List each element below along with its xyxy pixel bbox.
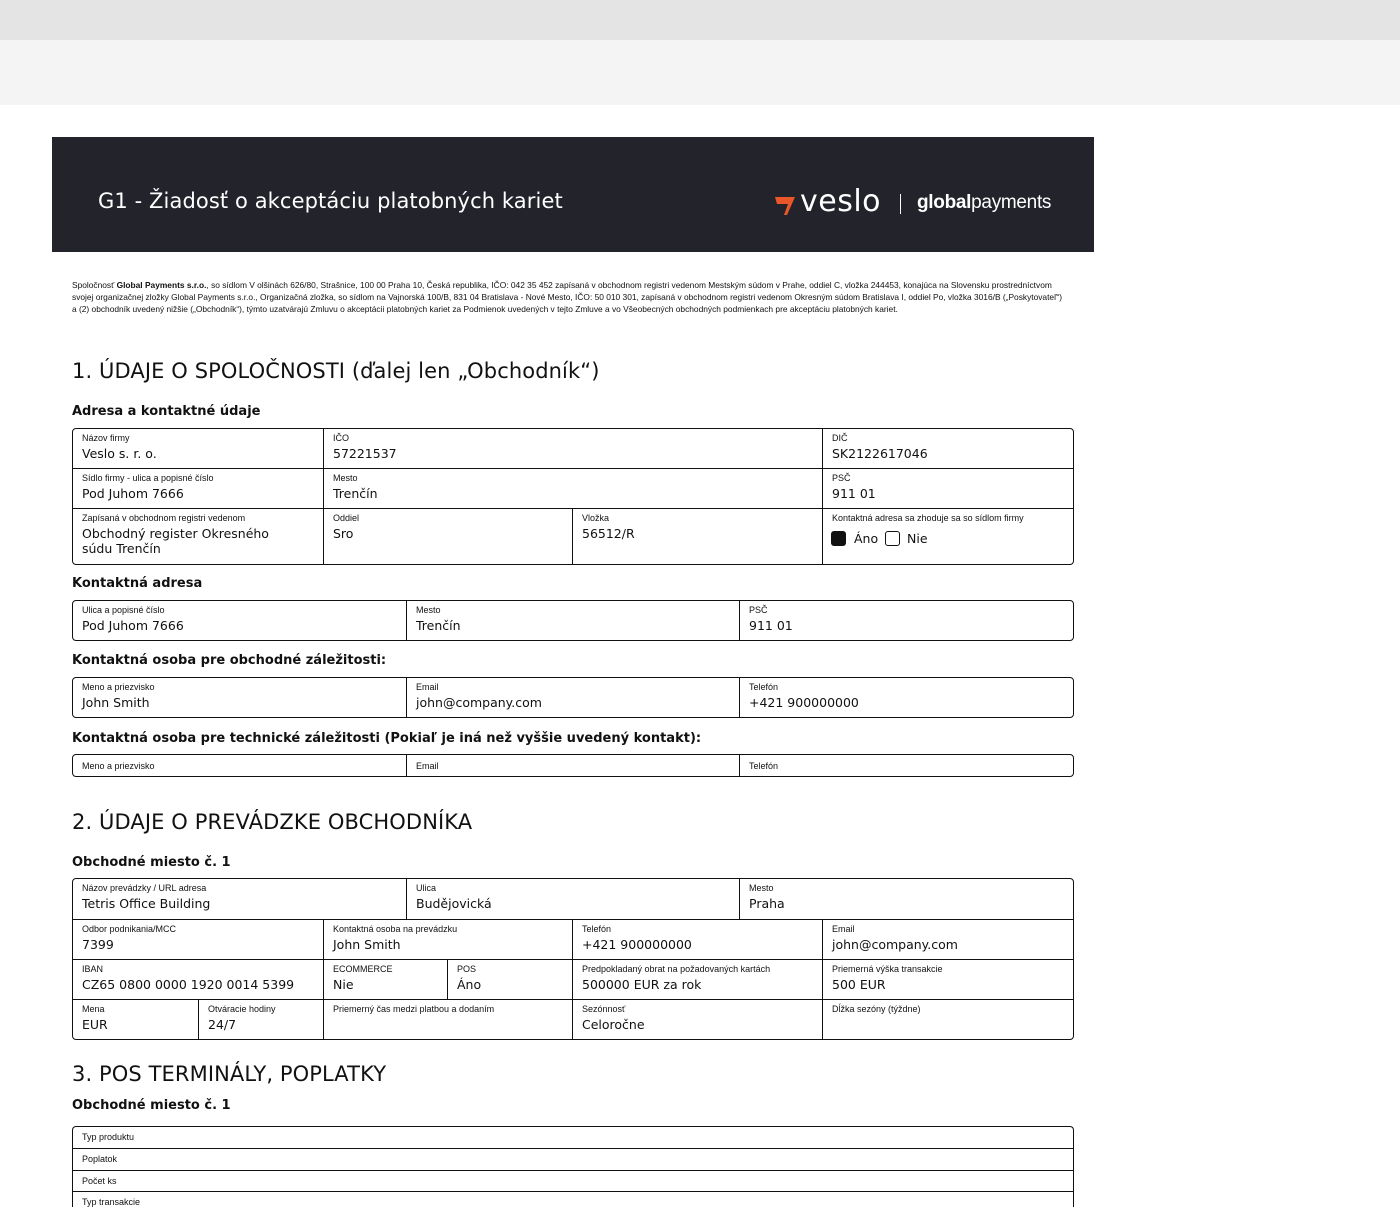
transaction-type-row[interactable]: Typ transakcie	[73, 1191, 1073, 1207]
no-checkbox[interactable]	[885, 531, 900, 546]
delivery-time-field[interactable]: Priemerný čas medzi platbou a dodaním	[323, 1000, 573, 1040]
oddiel-field[interactable]: Oddiel Sro	[323, 509, 573, 565]
business-phone-field[interactable]: Telefón +421 900000000	[739, 678, 1074, 717]
pos-place-heading: Obchodné miesto č. 1	[72, 1098, 231, 1113]
yes-label: Áno	[854, 531, 879, 546]
section-3-heading: 3. POS TERMINÁLY, POPLATKY	[72, 1062, 387, 1086]
place-email-field[interactable]: Email john@company.com	[822, 920, 1074, 959]
fee-row[interactable]: Poplatok	[73, 1148, 1073, 1170]
pos-field[interactable]: POS Áno	[447, 960, 573, 999]
city-field[interactable]: Mesto Trenčín	[323, 469, 822, 509]
company-name-field[interactable]: Názov firmy Veslo s. r. o.	[82, 433, 157, 461]
ico-field[interactable]: IČO 57221537	[323, 429, 822, 469]
address-heading: Adresa a kontaktné údaje	[72, 404, 261, 419]
pos-terminals-box	[72, 1126, 1074, 1207]
tech-contact-heading: Kontaktná osoba pre technické záležitosti (Pokiaľ je iná než vyššie uvedený kontakt):	[72, 731, 702, 746]
dic-field[interactable]: DIČ SK2122617046	[822, 429, 1074, 469]
document-header-banner	[52, 137, 1094, 252]
business-email-field[interactable]: Email john@company.com	[406, 678, 739, 717]
veslo-logo-text: veslo	[800, 184, 882, 219]
business-contact-box	[72, 677, 1074, 718]
viewer-toolbar	[0, 40, 1400, 105]
turnover-field[interactable]: Predpokladaný obrat na požadovaných kartách 500000 EUR za rok	[572, 960, 822, 999]
place-contact-field[interactable]: Kontaktná osoba na prevádzku John Smith	[323, 920, 573, 959]
place-phone-field[interactable]: Telefón +421 900000000	[572, 920, 822, 959]
place-name-field[interactable]: Názov prevádzky / URL adresa Tetris Office Building	[82, 883, 211, 911]
place-street-field[interactable]: Ulica Budějovická	[406, 879, 739, 920]
psc-field[interactable]: PSČ 911 01	[822, 469, 1074, 509]
business-contact-heading: Kontaktná osoba pre obchodné záležitosti:	[72, 653, 387, 668]
ecommerce-field[interactable]: ECOMMERCE Nie	[323, 960, 448, 999]
opening-hours-field[interactable]: Otváracie hodiny 24/7	[198, 1000, 323, 1040]
intro-paragraph: Spoločnosť Global Payments s.r.o., so sídlom V olšinách 626/80, Strašnice, 100 00 Praha 10, Česká republika, IČO: 042 35 452 zapísaná v obchodnom registri vedenom Mestským súdom v Prahe, oddiel C, vložka 244453, konajúca na Slovensku prostredníctvom svojej organizačnej zložky Global Payments s.r.o., Organizačná zložka, so sídlom na Vajnorská 100/B, 831 04 Bratislava - Nové Mesto, IČO: 50 010 301, zapísaná v obchodnom registri vedenom Okresným súdom Bratislava I, oddiel Po, vložka 3016/B („Poskytovateľ“) a (2) obchodník uvedený nižšie („Obchodník“), týmto uzatvárajú Zmluvu o akceptácii platobných kariet za Podmienok uvedených v tejto Zmluve a vo Všeobecných obchodných podmienkach pre akceptáciu platobných kariet.	[72, 280, 1063, 314]
company-address-box	[72, 428, 1074, 565]
business-name-field[interactable]: Meno a priezvisko John Smith	[82, 682, 155, 710]
globalpayments-logo: globalpayments	[917, 192, 1052, 213]
place-city-field[interactable]: Mesto Praha	[739, 879, 1074, 920]
no-label: Nie	[907, 531, 928, 546]
mcc-field[interactable]: Odbor podnikania/MCC 7399	[82, 924, 177, 952]
contact-address-box	[72, 600, 1074, 641]
product-type-row[interactable]: Typ produktu	[82, 1132, 135, 1142]
currency-field[interactable]: Mena EUR	[82, 1004, 108, 1032]
browser-toolbar	[0, 0, 1400, 40]
contact-street-field[interactable]: Ulica a popisné číslo Pod Juhom 7666	[82, 605, 184, 633]
logo-separator	[900, 194, 901, 214]
register-field[interactable]: Zapísaná v obchodnom registri vedenom Obchodný register Okresného súdu Trenčín	[82, 513, 269, 556]
seasonality-field[interactable]: Sezónnosť Celoročne	[572, 1000, 822, 1040]
veslo-logo-icon	[773, 193, 797, 217]
tech-name-field[interactable]: Meno a priezvisko	[82, 761, 155, 771]
business-place-box	[72, 878, 1074, 1040]
tech-contact-box	[72, 754, 1074, 777]
section-1-heading: 1. ÚDAJE O SPOLOČNOSTI (ďalej len „Obchodník“)	[72, 359, 600, 383]
section-2-heading: 2. ÚDAJE O PREVÁDZKE OBCHODNÍKA	[72, 810, 473, 834]
contact-psc-field[interactable]: PSČ 911 01	[739, 601, 1074, 640]
document-title: G1 - Žiadosť o akceptáciu platobných kariet	[98, 189, 563, 213]
iban-field[interactable]: IBAN CZ65 0800 0000 1920 0014 5399	[82, 964, 295, 992]
tech-email-field[interactable]: Email	[406, 755, 739, 776]
contact-city-field[interactable]: Mesto Trenčín	[406, 601, 739, 640]
avg-transaction-field[interactable]: Priemerná výška transakcie 500 EUR	[822, 960, 1074, 999]
street-field[interactable]: Sídlo firmy - ulica a popisné číslo Pod Juhom 7666	[82, 473, 214, 501]
count-row[interactable]: Počet ks	[73, 1170, 1073, 1191]
vlozka-field[interactable]: Vložka 56512/R	[572, 509, 822, 565]
yes-checkbox[interactable]	[831, 531, 846, 546]
place-heading: Obchodné miesto č. 1	[72, 855, 231, 870]
season-length-field[interactable]: Dĺžka sezóny (týždne)	[822, 1000, 1074, 1040]
contact-address-heading: Kontaktná adresa	[72, 576, 203, 591]
tech-phone-field[interactable]: Telefón	[739, 755, 1074, 776]
contact-match-field: Kontaktná adresa sa zhoduje sa so sídlom firmy Áno Nie	[822, 509, 1074, 565]
